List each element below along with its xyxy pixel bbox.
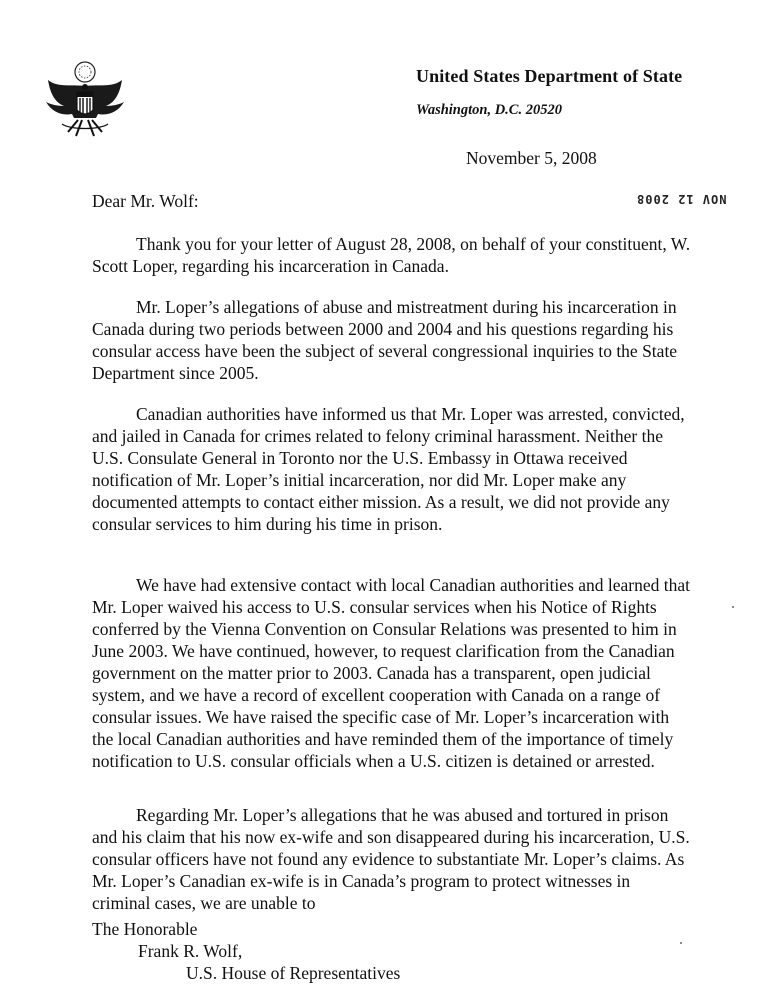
great-seal-icon: [40, 58, 130, 144]
recipient-honorific: The Honorable: [92, 919, 198, 939]
body-paragraph: Mr. Loper’s allegations of abuse and mistreatment during his incarceration in Canada during two periods between 2000 and 2004 and his questions regarding his consular access have been the subject of several congressional inquiries to the State Department since 2005.: [92, 297, 678, 383]
received-stamp: NOV 12 2008: [636, 192, 727, 206]
body-paragraph: Thank you for your letter of August 28, 2008, on behalf of your constituent, W. Scott Loper, regarding his incarceration in Canada.: [92, 234, 691, 276]
body-paragraph: Canadian authorities have informed us that Mr. Loper was arrested, convicted, and jailed in Canada for crimes related to felony criminal harassment. Neither the U.S. Consulate General in Toronto nor the U.S. Embassy in Ottawa received notification of Mr. Loper’s initial incarceration, nor did Mr. Loper make any documented attempts to contact either mission. As a result, we did not provide any consular services to him during his time in prison.: [92, 404, 685, 534]
letterhead-city: Washington, D.C. 20520: [416, 102, 562, 118]
body-paragraph: Regarding Mr. Loper’s allegations that he was abused and tortured in prison and his claim that his now ex-wife and son disappeared during his incarceration, U.S. consular officers have not found any evidence to substantiate Mr. Loper’s claims. As Mr. Loper’s Canadian ex-wife is in Canada’s program to protect witnesses in criminal cases, we are unable to: [92, 805, 690, 913]
recipient-office: U.S. House of Representatives: [186, 963, 401, 983]
scan-speck: [680, 942, 682, 944]
scan-speck: [732, 606, 734, 608]
salutation: Dear Mr. Wolf:: [92, 191, 199, 211]
body-paragraph: We have had extensive contact with local Canadian authorities and learned that Mr. Loper waived his access to U.S. consular services when his Notice of Rights conferred by the Vienna Convention on Consular Relations was presented to him in June 2003. We have continued, however, to request clarification from the Canadian government on the matter prior to 2003. Canada has a transparent, open judicial system, and we have a record of excellent cooperation with Canada on a range of consular issues. We have raised the specific case of Mr. Loper’s incarceration with the local Canadian authorities and have reminded them of the importance of timely notification to U.S. consular officials when a U.S. citizen is detained or arrested.: [92, 575, 691, 771]
recipient-name: Frank R. Wolf,: [138, 941, 243, 961]
letter-date: November 5, 2008: [466, 148, 597, 168]
letterhead-department: United States Department of State: [416, 66, 683, 86]
